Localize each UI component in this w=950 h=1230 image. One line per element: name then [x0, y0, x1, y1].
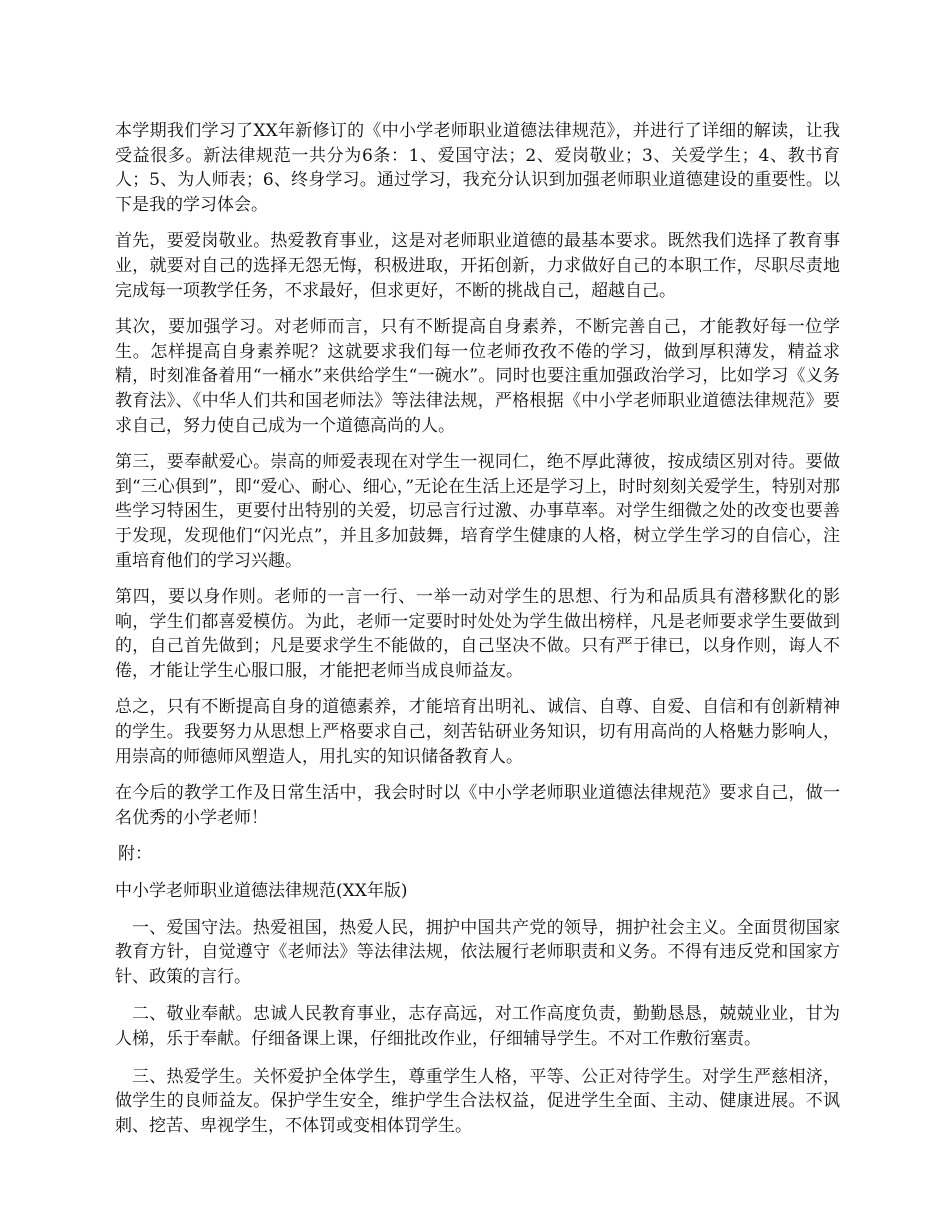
closing-paragraph: 在今后的教学工作及日常生活中，我会时时以《中小学老师职业道德法律规范》要求自己，做一名优秀的小学老师！ [115, 783, 840, 828]
body-paragraph-third: 第三，要奉献爱心。崇高的师爱表现在对学生一视同仁，绝不厚此薄彼，按成绩区别对待。要做到“三心俱到”，即“爱心、耐心、细心，”无论在生活上还是学习上，时时刻刻关爱学生，特别对那些学习特困生，更要付出特别的关爱，切忌言行过激、办事草率。对学生细微之处的改变也要善于发现，发现他们“闪光点”，并且多加鼓舞，培育学生健康的人格，树立学生学习的自信心，注重培育他们的学习兴趣。 [115, 452, 840, 571]
appendix-title: 中小学老师职业道德法律规范(XX年版) [115, 881, 408, 902]
article-item: 二、敬业奉献。忠诚人民教育事业，志存高远，对工作高度负责，勤勤恳恳，兢兢业业，甘为人梯，乐于奉献。仔细备课上课，仔细批改作业，仔细辅导学生。不对工作敷衍塞责。 [115, 1004, 840, 1049]
body-paragraph-first: 首先，要爱岗敬业。热爱教育事业，这是对老师职业道德的最基本要求。既然我们选择了教育事业，就要对自己的选择无怨无悔，积极进取，开拓创新，力求做好自己的本职工作，尽职尽责地完成每一项教学任务，不求最好，但求更好，不断的挑战自己，超越自己。 [115, 231, 840, 301]
article-item: 三、热爱学生。关怀爱护全体学生，尊重学生人格，平等、公正对待学生。对学生严慈相济，做学生的良师益友。保护学生安全，维护学生合法权益，促进学生全面、主动、健康进展。不讽刺、挖苦、卑视学生，不体罚或变相体罚学生。 [115, 1066, 840, 1136]
attachment-label: 附： [118, 844, 152, 865]
document-body [115, 119, 840, 1151]
article-item: 一、爱国守法。热爱祖国，热爱人民，拥护中国共产党的领导，拥护社会主义。全面贯彻国家教育方针，自觉遵守《老师法》等法律法规，依法履行老师职责和义务。不得有违反党和国家方针、政策的言行。 [115, 917, 840, 987]
intro-paragraph: 本学期我们学习了XX年新修订的《中小学老师职业道德法律规范》，并进行了详细的解读，让我受益很多。新法律规范一共分为6条：1、爱国守法；2、爱岗敬业；3、关爱学生；4、教书育人；5、为人师表；6、终身学习。通过学习，我充分认识到加强老师职业道德建设的重要性。以下是我的学习体会。 [115, 121, 840, 215]
body-paragraph-fourth: 第四，要以身作则。老师的一言一行、一举一动对学生的思想、行为和品质具有潜移默化的影响，学生们都喜爱模仿。为此，老师一定要时时处处为学生做出榜样，凡是老师要求学生要做到的，自己首先做到；凡是要求学生不能做的，自己坚决不做。只有严于律已，以身作则，诲人不倦，才能让学生心服口服，才能把老师当成良师益友。 [115, 587, 840, 681]
summary-paragraph: 总之，只有不断提高自身的道德素养，才能培育出明礼、诚信、自尊、自爱、自信和有创新精神的学生。我要努力从思想上严格要求自己，刻苦钻研业务知识，切有用高尚的人格魅力影响人，用崇高的师德师风塑造人，用扎实的知识储备教育人。 [115, 697, 840, 767]
body-paragraph-second: 其次，要加强学习。对老师而言，只有不断提高自身素养，不断完善自己，才能教好每一位学生。怎样提高自身素养呢？这就要求我们每一位老师孜孜不倦的学习，做到厚积薄发，精益求精，时刻准备着用“一桶水”来供给学生“一碗水”。同时也要注重加强政治学习，比如学习《义务教育法》、《中华人们共和国老师法》等法律法规，严格根据《中小学老师职业道德法律规范》要求自己，努力使自己成为一个道德高尚的人。 [115, 317, 840, 436]
